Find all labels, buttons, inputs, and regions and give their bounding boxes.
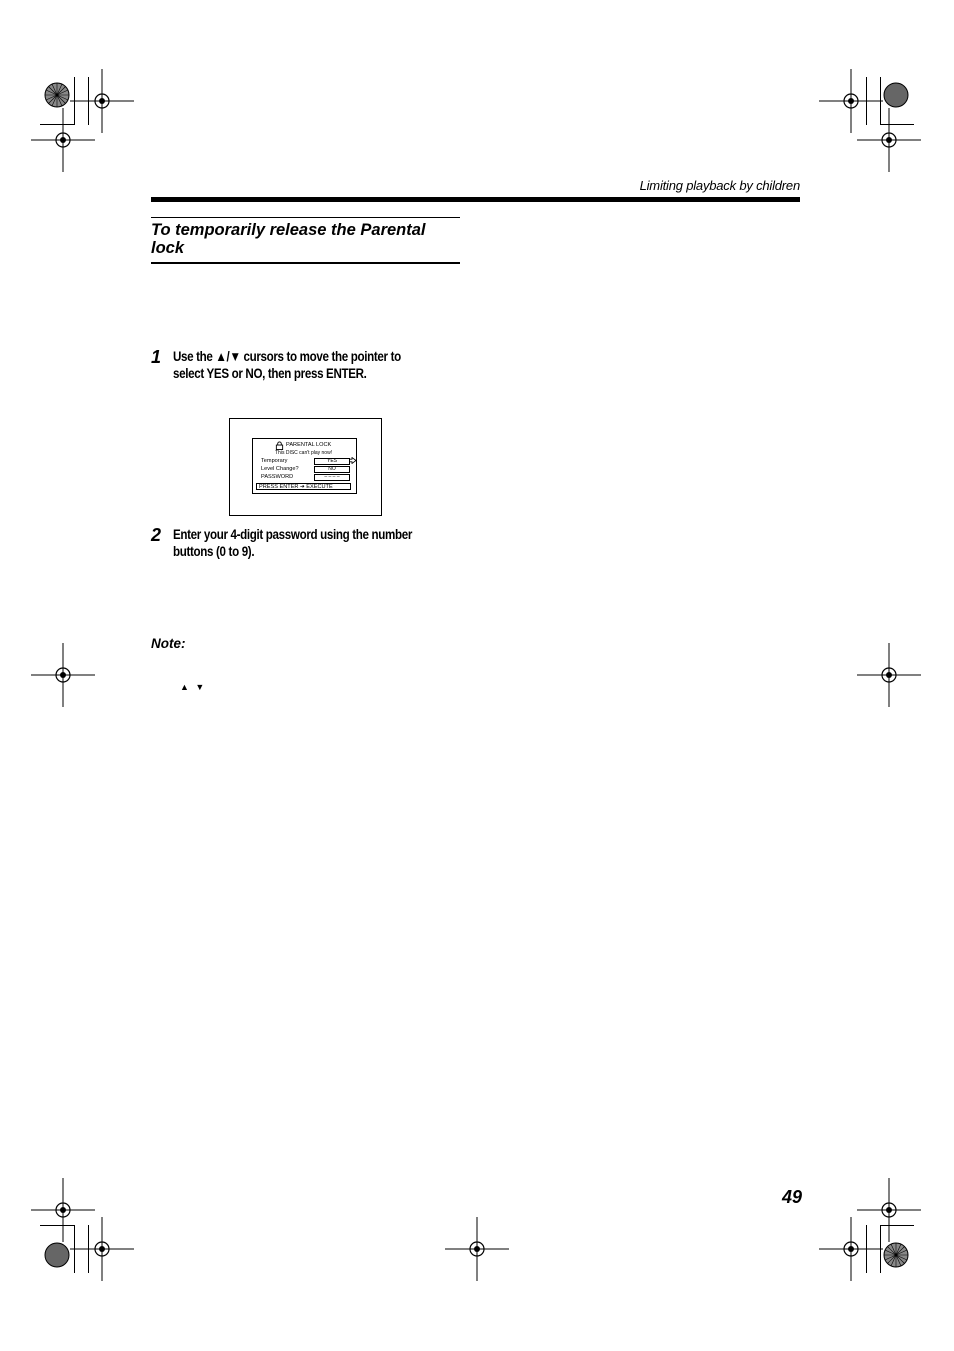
section-bottom-rule <box>151 262 460 264</box>
note-label: Note: <box>151 636 186 651</box>
password-field[interactable]: – – – – <box>314 474 350 481</box>
menu-row-label: PASSWORD <box>261 474 294 480</box>
menu-message: This DISC can't play now! <box>275 450 333 456</box>
cursor-arrows-icon: ▲ ▼ <box>180 682 207 692</box>
step-number: 2 <box>151 525 162 545</box>
menu-option-no[interactable]: NO <box>314 466 350 473</box>
running-header-title: Limiting playback by children <box>639 178 800 193</box>
pointer-icon <box>349 457 357 464</box>
registration-crosshair-icon <box>31 643 95 707</box>
step-line: select YES or NO, then press ENTER. <box>173 365 367 381</box>
parental-lock-menu <box>252 438 357 494</box>
color-target-icon <box>864 1223 928 1287</box>
header-rule <box>151 197 800 202</box>
section-top-rule <box>151 217 460 218</box>
page-number: 49 <box>781 1187 802 1207</box>
registration-crosshair-icon <box>70 1217 134 1281</box>
menu-title: PARENTAL LOCK <box>286 442 332 448</box>
step-line: Use the ▲/▼ cursors to move the pointer to <box>173 349 401 364</box>
lock-icon <box>275 441 284 450</box>
registration-crosshair-icon <box>31 108 95 172</box>
menu-footer: PRESS ENTER ➔ EXECUTE <box>256 483 351 490</box>
step-text <box>173 349 401 382</box>
registration-crosshair-icon <box>857 643 921 707</box>
step-text <box>173 527 412 560</box>
step-line: buttons (0 to 9). <box>173 543 255 559</box>
step-line: Enter your 4-digit password using the number <box>173 527 413 542</box>
menu-option-yes[interactable]: YES <box>314 458 350 465</box>
menu-row-label: Level Change? <box>261 466 299 472</box>
step-number: 1 <box>151 347 162 367</box>
menu-row-label: Temporary <box>261 458 288 464</box>
section-heading: To temporarily release the Parental lock <box>151 221 426 257</box>
registration-crosshair-icon <box>445 1217 509 1281</box>
